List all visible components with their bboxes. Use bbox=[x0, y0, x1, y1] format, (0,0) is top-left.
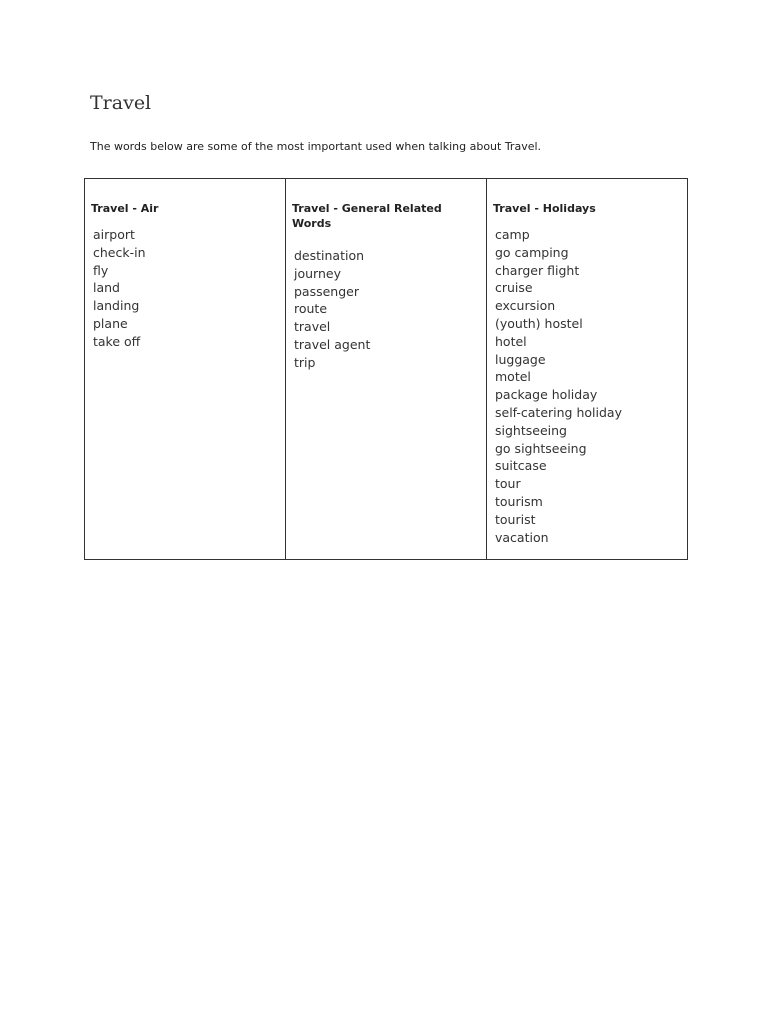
word-item: cruise bbox=[495, 280, 533, 296]
word-item: journey bbox=[294, 265, 341, 281]
word-item: travel bbox=[294, 319, 331, 335]
word-item: tourist bbox=[495, 511, 536, 527]
word-item: charger flight bbox=[495, 262, 580, 278]
word-item: go sightseeing bbox=[495, 440, 587, 456]
page-title: Travel bbox=[90, 92, 152, 114]
word-item: travel agent bbox=[294, 336, 371, 352]
word-item: land bbox=[93, 280, 120, 296]
word-item: camp bbox=[495, 227, 530, 242]
word-item: package holiday bbox=[495, 387, 598, 403]
column-heading-air: Travel - Air bbox=[91, 202, 159, 215]
column-air bbox=[85, 179, 286, 560]
word-item: self-catering holiday bbox=[495, 404, 622, 420]
column-heading-holidays: Travel - Holidays bbox=[493, 202, 596, 215]
word-item: route bbox=[294, 301, 328, 317]
word-item: vacation bbox=[495, 529, 549, 545]
column-heading-general: Travel - General Related Words bbox=[292, 202, 442, 230]
word-item: landing bbox=[93, 298, 140, 314]
vocabulary-table bbox=[84, 178, 688, 560]
word-item: check-in bbox=[93, 244, 146, 260]
vocabulary-table-row bbox=[85, 179, 688, 560]
word-item: sightseeing bbox=[495, 422, 567, 438]
word-item: fly bbox=[93, 262, 109, 278]
word-list-air bbox=[91, 226, 279, 351]
column-holidays bbox=[487, 179, 688, 560]
word-item: motel bbox=[495, 369, 531, 385]
word-item: plane bbox=[93, 315, 128, 331]
word-item: tourism bbox=[495, 493, 543, 509]
word-item: luggage bbox=[495, 351, 546, 367]
word-item: go camping bbox=[495, 244, 569, 260]
word-item: excursion bbox=[495, 298, 556, 314]
intro-text: The words below are some of the most important used when talking about Travel. bbox=[90, 140, 542, 153]
column-general bbox=[286, 179, 487, 560]
word-item: destination bbox=[294, 248, 365, 263]
word-list-holidays bbox=[493, 226, 681, 546]
word-item: (youth) hostel bbox=[495, 315, 583, 331]
word-list-general bbox=[292, 247, 480, 372]
word-item: trip bbox=[294, 354, 316, 370]
word-item: passenger bbox=[294, 283, 359, 299]
word-item: tour bbox=[495, 476, 521, 492]
word-item: take off bbox=[93, 333, 141, 349]
word-item: airport bbox=[93, 227, 135, 242]
word-item: hotel bbox=[495, 333, 527, 349]
word-item: suitcase bbox=[495, 458, 547, 474]
